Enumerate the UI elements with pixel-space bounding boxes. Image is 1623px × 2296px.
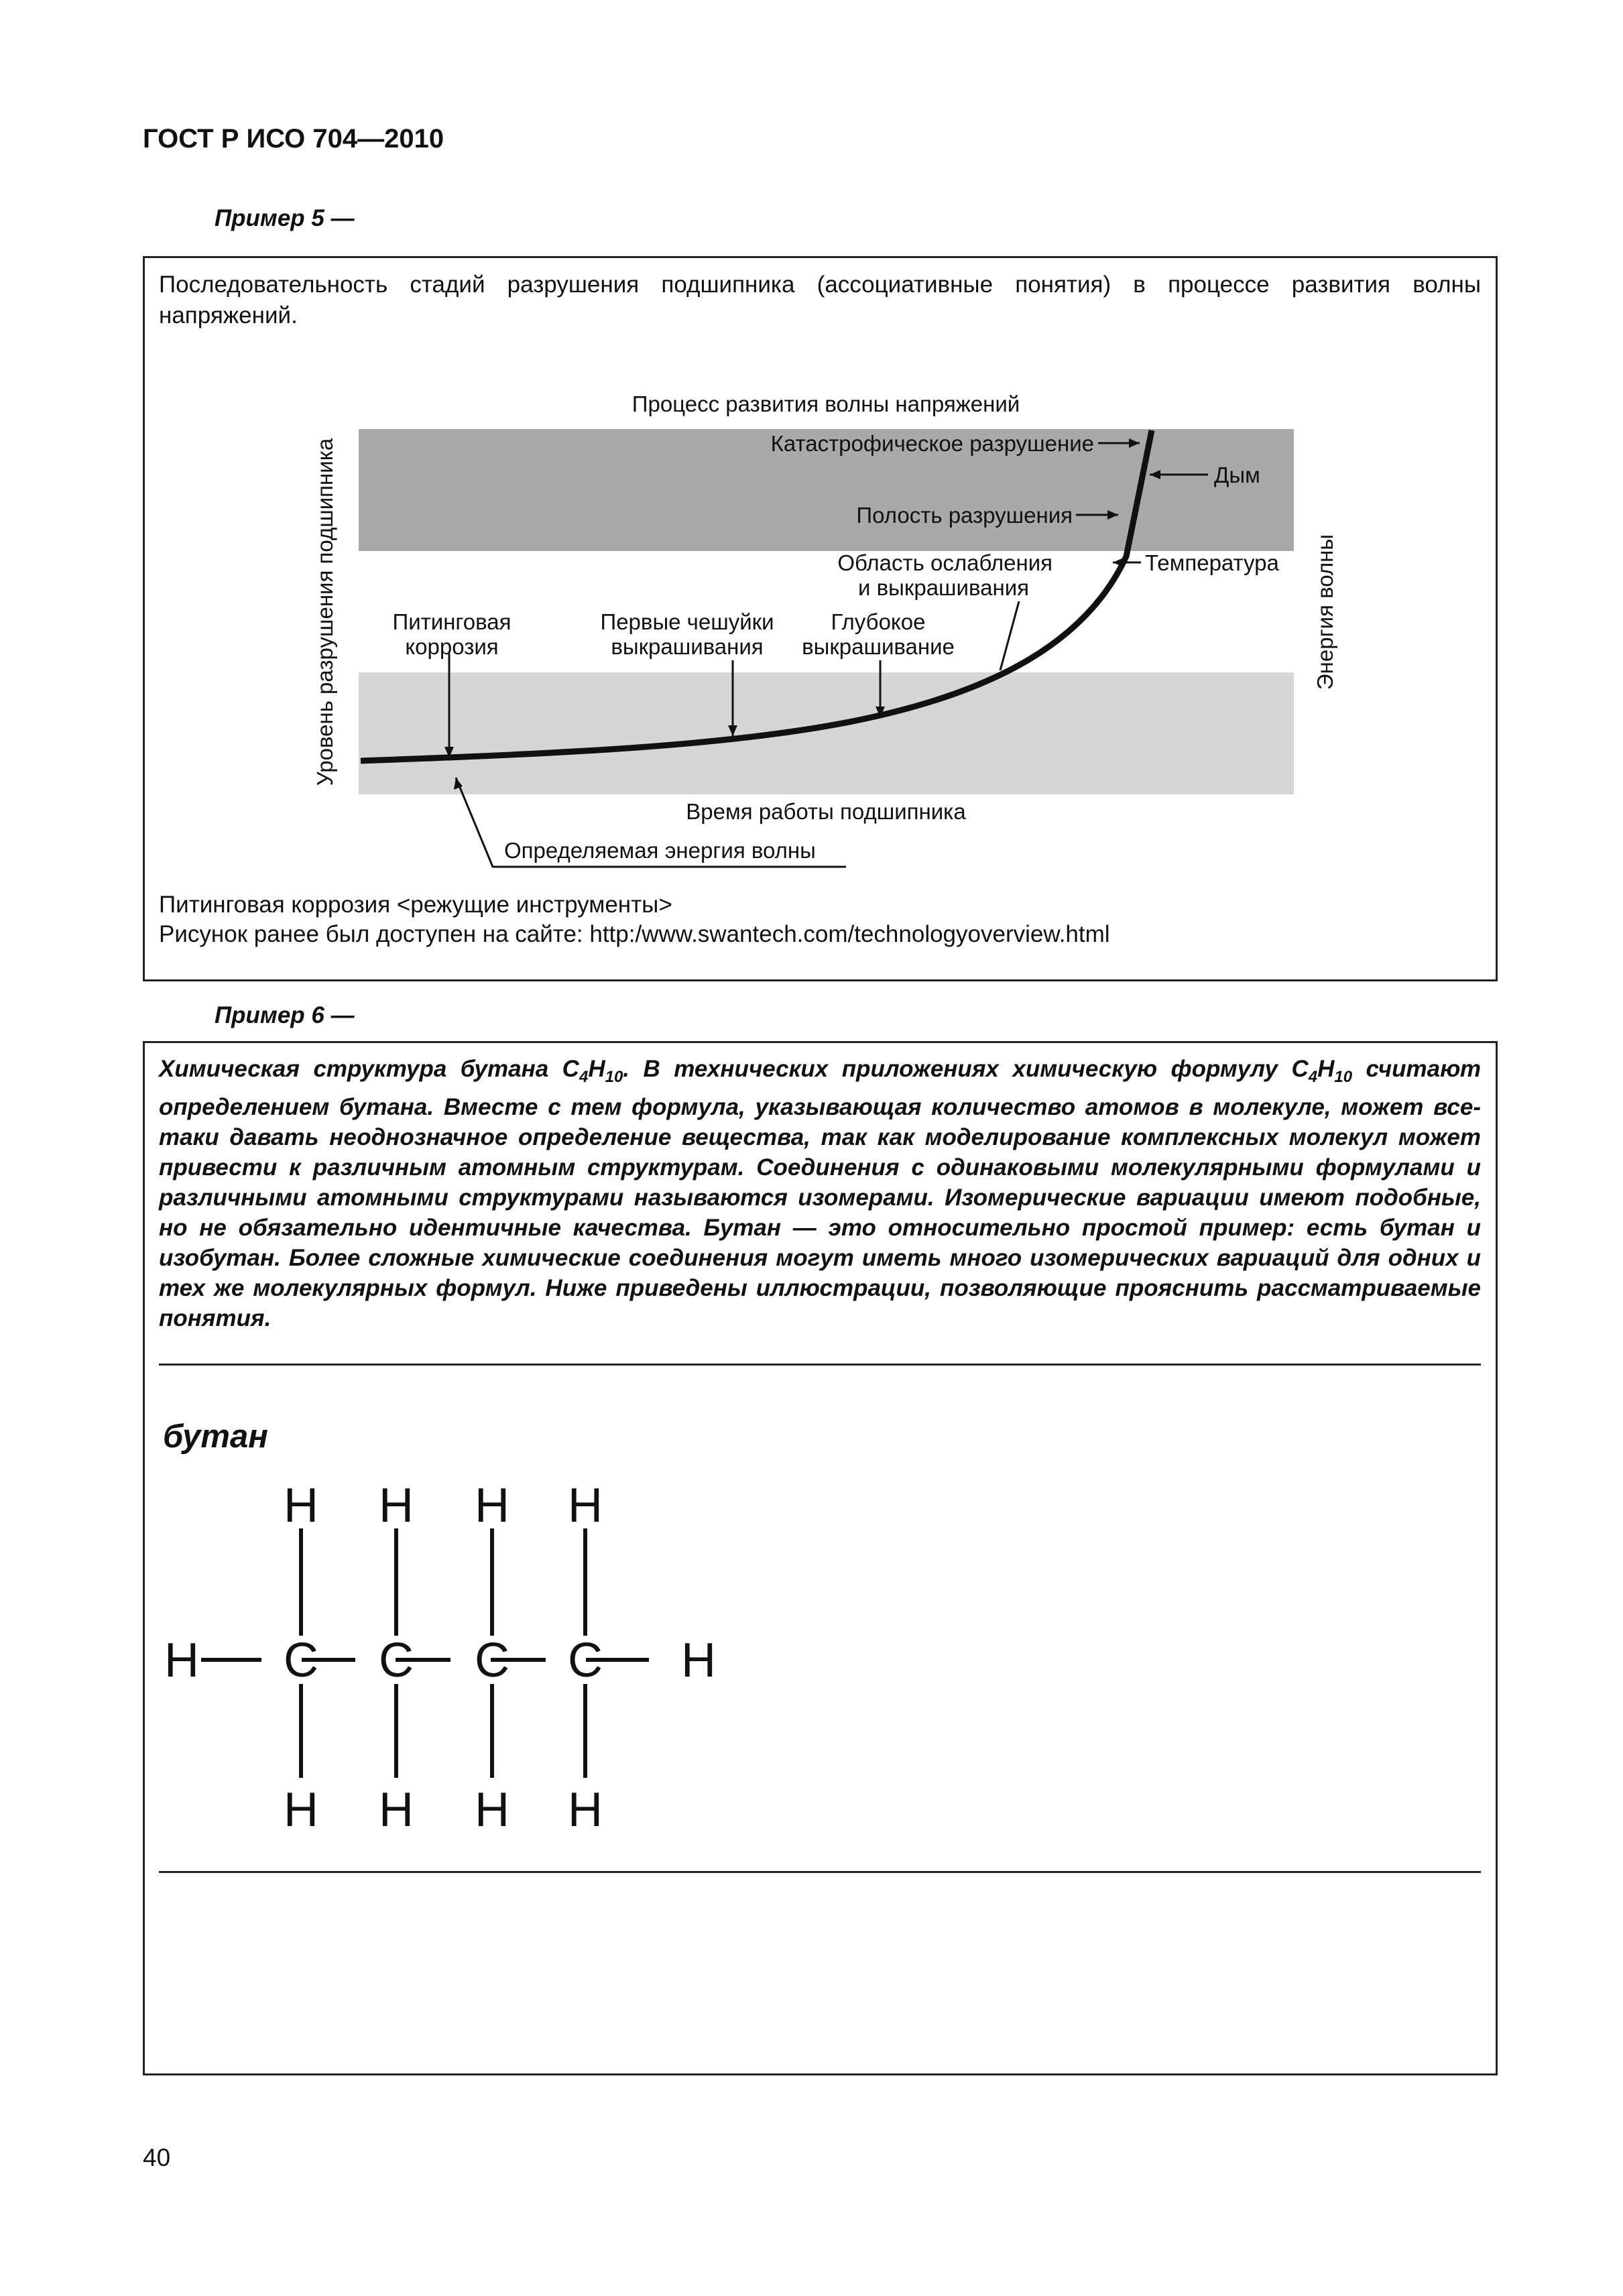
example-6-paragraph: Химическая структура бутана $C_4H_{10}$. В технических приложениях химическую формулу $C_4H_{10}$ считают определением бутана. Вместе с тем формула, указывающая количество атомов в молекуле, может все-таки давать неоднозначное определение вещества, так как моделирование комплексных молекул может привести к различным атомным структурам. Соединения с одинаковыми молекулярными формулами и различными атомными структурами называются изомерами. Изомерические вариации имеют подобные, но не обязательно идентичные качества. Бутан — это относительно простой пример: есть бутан и изобутан. Более сложные химические соединения могут иметь много изомерических вариаций для одних и тех же молекулярных формул. Ниже приведены иллюстрации, позволяющие прояснить рассматриваемые понятия.	[159, 1056, 1481, 1331]
label-pitting-1: Питинговая	[392, 609, 512, 634]
x-axis-label: Время работы подшипника	[686, 799, 966, 824]
atom-h: H	[568, 1783, 603, 1837]
page-number: 40	[143, 2144, 171, 2171]
atom-h: H	[379, 1479, 414, 1532]
butane-label: бутан	[163, 1418, 268, 1455]
atom-h: H	[284, 1783, 318, 1837]
atom-h: H	[475, 1783, 509, 1837]
rule-top	[159, 1364, 1481, 1366]
example-5-intro: Последовательность стадий разрушения подшипника (ассоциативные понятия) в процессе развития волны напряжений.	[159, 271, 1481, 328]
atom-h: H	[164, 1634, 199, 1687]
label-deep-2: выкрашивание	[802, 634, 955, 659]
atom-h: H	[475, 1479, 509, 1532]
example-6-label: Пример 6 —	[215, 1002, 355, 1028]
label-failure-band: Полость разрушения	[856, 503, 1073, 528]
document-header: ГОСТ Р ИСО 704—2010	[143, 124, 444, 154]
label-weakening-2: и выкрашивания	[858, 575, 1029, 600]
atom-h: H	[284, 1479, 318, 1532]
label-first-flakes-1: Первые чешуйки	[600, 609, 774, 634]
label-weakening-1: Область ослабления	[837, 550, 1053, 575]
example-5-note-2: Рисунок ранее был доступен на сайте: http:/www.swantech.com/technologyoverview.html	[159, 921, 1110, 947]
light-band	[359, 672, 1294, 794]
atom-h: H	[681, 1634, 716, 1687]
label-catastrophic: Катастрофическое разрушение	[770, 431, 1094, 456]
atom-c: C	[379, 1634, 414, 1687]
label-pitting-2: коррозия	[405, 634, 499, 659]
figure-title: Процесс развития волны напряжений	[632, 391, 1020, 416]
right-axis-label: Энергия волны	[1313, 534, 1337, 690]
label-first-flakes-2: выкрашивания	[611, 634, 764, 659]
label-detected-energy: Определяемая энергия волны	[504, 838, 816, 863]
label-smoke: Дым	[1214, 463, 1260, 487]
label-deep-1: Глубокое	[831, 609, 926, 634]
label-temperature: Температура	[1145, 550, 1279, 575]
y-axis-label: Уровень разрушения подшипника	[312, 438, 337, 786]
atom-h: H	[568, 1479, 603, 1532]
atom-c: C	[475, 1634, 509, 1687]
atom-c: C	[568, 1634, 603, 1687]
atom-h: H	[379, 1783, 414, 1837]
example-5-label: Пример 5 —	[215, 205, 355, 231]
leader-weakening	[1000, 601, 1019, 670]
atom-c: C	[284, 1634, 318, 1687]
butane-structure	[154, 1468, 758, 1844]
rule-bottom	[159, 1871, 1481, 1873]
example-5-note-1: Питинговая коррозия <режущие инструменты>	[159, 892, 672, 918]
